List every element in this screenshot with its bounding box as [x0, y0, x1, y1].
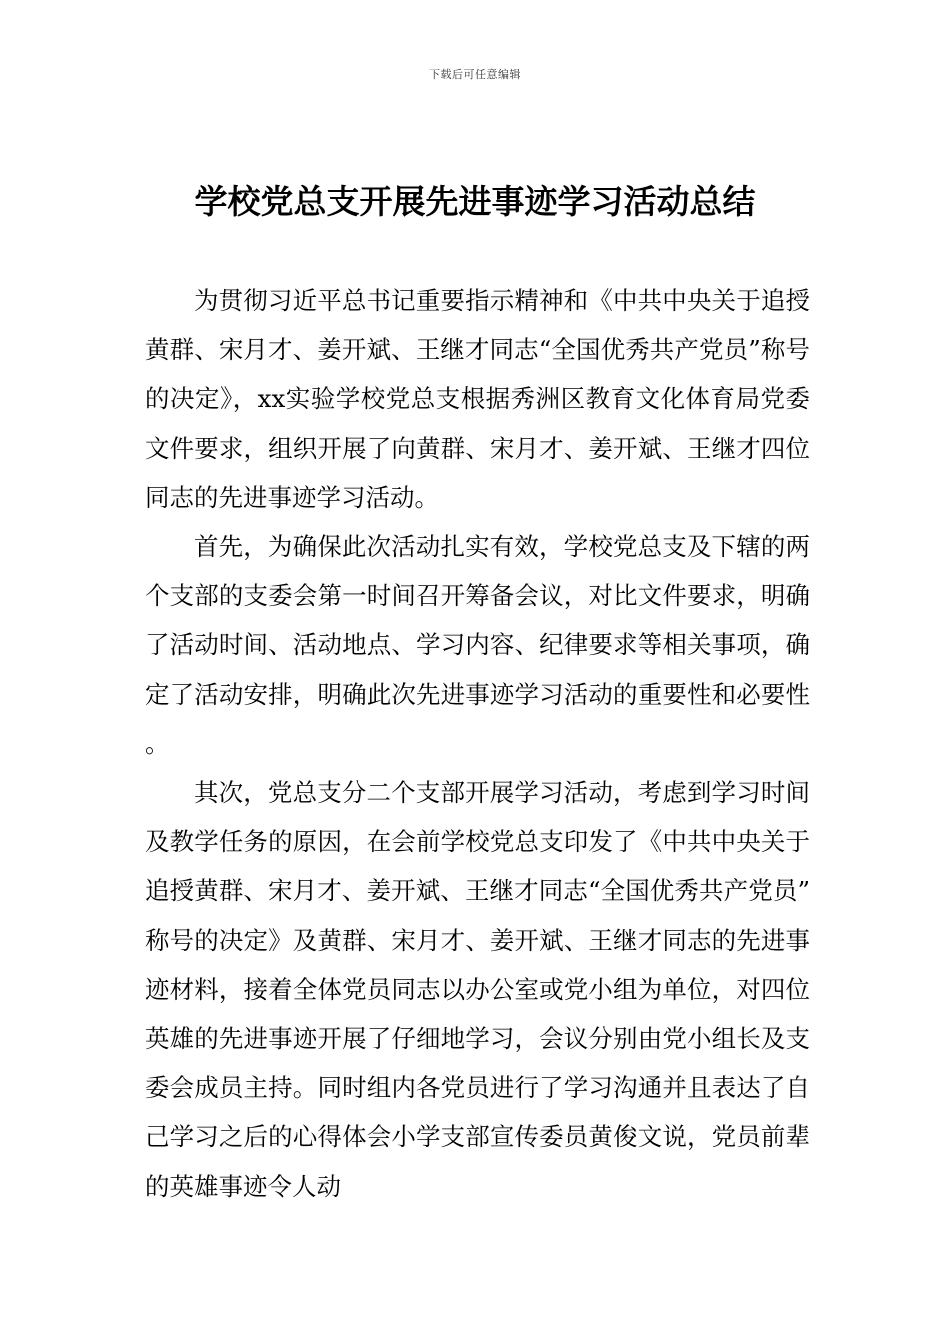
paragraph-3: 其次，党总支分二个支部开展学习活动，考虑到学习时间及教学任务的原因，在会前学校党总支印发了《中共中央关于追授黄群、宋月才、姜开斌、王继才同志“全国优秀共产党员”称号的决定》及黄群、宋月才、姜开斌、王继才同志的先进事迹材料，接着全体党员同志以办公室或党小组为单位，对四位英雄的先进事迹开展了仔细地学习，会议分别由党小组长及支委会成员主持。同时组内各党员进行了学习沟通并且表达了自己学习之后的心得体会小学支部宣传委员黄俊文说，党员前辈的英雄事迹令人动 — [145, 778, 810, 1201]
document-title: 学校党总支开展先进事迹学习活动总结 — [194, 182, 756, 221]
paragraph-1: 为贯彻习近平总书记重要指示精神和《中共中央关于追授黄群、宋月才、姜开斌、王继才同志“全国优秀共产党员”称号的决定》，xx实验学校党总支根据秀洲区教育文化体育局党委文件要求，组织开展了向黄群、宋月才、姜开斌、王继才四位同志的先进事迹学习活动。 — [145, 286, 810, 512]
document-body — [145, 276, 810, 1211]
paragraph-2: 首先，为确保此次活动扎实有效，学校党总支及下辖的两个支部的支委会第一时间召开筹备会议，对比文件要求，明确了活动时间、活动地点、学习内容、纪律要求等相关事项，确定了活动安排，明确此次先进事迹学习活动的重要性和必要性。 — [145, 532, 810, 758]
header-note: 下载后可任意编辑 — [429, 68, 521, 81]
